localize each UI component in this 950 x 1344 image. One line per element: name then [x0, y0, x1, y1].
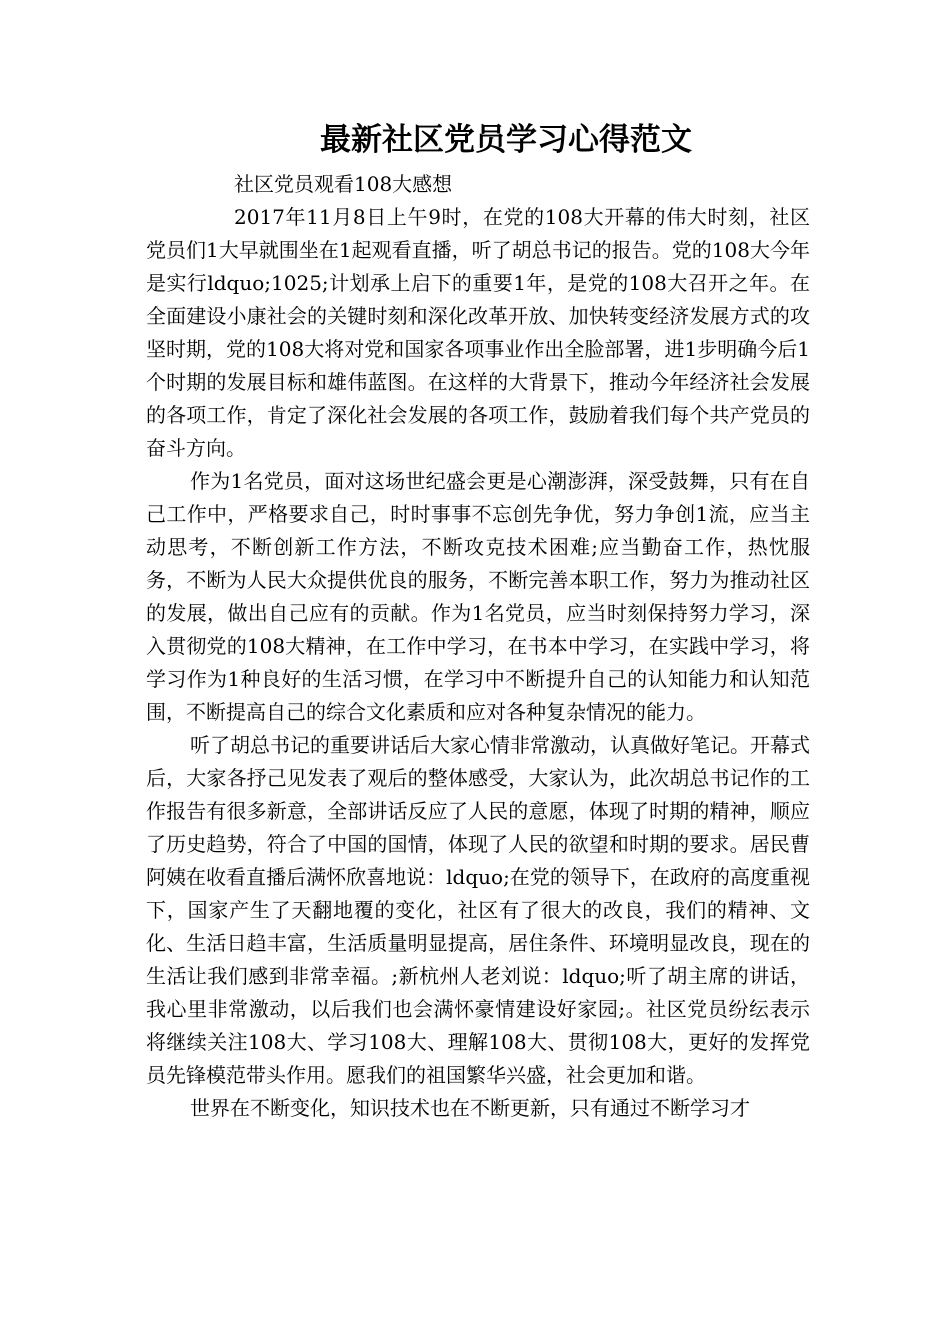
document-title: 最新社区党员学习心得范文 [320, 122, 692, 158]
paragraph-3: 听了胡总书记的重要讲话后大家心情非常激动，认真做好笔记。开幕式后，大家各抒己见发表了观后的整体感受，大家认为，此次胡总书记作的工作报告有很多新意，全部讲话反应了人民的意愿，体现了时期的精神，顺应了历史趋势，符合了中国的国情，体现了人民的欲望和时期的要求。居民曹阿姨在收看直播后满怀欣喜地说：ldquo;在党的领导下，在政府的高度重视下，国家产生了天翻地覆的变化，社区有了很大的改良，我们的精神、文化、生活日趋丰富，生活质量明显提高，居住条件、环境明显改良，现在的生活让我们感到非常幸福。;新杭州人老刘说：ldquo;听了胡主席的讲话，我心里非常激动，以后我们也会满怀豪情建设好家园;。社区党员纷纭表示将继续关注108大、学习108大、理解108大、贯彻108大，更好的发挥党员先锋模范带头作用。愿我们的祖国繁华兴盛，社会更加和谐。 [146, 733, 810, 1087]
paragraph-2: 作为1名党员，面对这场世纪盛会更是心潮澎湃，深受鼓舞，只有在自己工作中，严格要求自己，时时事事不忘创先争优，努力争创1流，应当主动思考，不断创新工作方法，不断攻克技术困难;应当勤奋工作，热忱服务，不断为人民大众提供优良的服务，不断完善本职工作，努力为推动社区的发展，做出自己应有的贡献。作为1名党员，应当时刻保持努力学习，深入贯彻党的108大精神，在工作中学习，在书本中学习，在实践中学习，将学习作为1种良好的生活习惯，在学习中不断提升自己的认知能力和认知范围，不断提高自己的综合文化素质和应对各种复杂情况的能力。 [146, 469, 810, 724]
paragraph-1: 2017年11月8日上午9时，在党的108大开幕的伟大时刻，社区党员们1大早就围坐在1起观看直播，听了胡总书记的报告。党的108大今年是实行ldquo;1025;计划承上启下的重要1年，是党的108大召开之年。在全面建设小康社会的关键时刻和深化改革开放、加快转变经济发展方式的攻坚时期，党的108大将对党和国家各项事业作出全脸部署，进1步明确今后1个时期的发展目标和雄伟蓝图。在这样的大背景下，推动今年经济社会发展的各项工作，肯定了深化社会发展的各项工作，鼓励着我们每个共产党员的奋斗方向。 [146, 205, 810, 460]
document-body [146, 168, 810, 1125]
paragraph-4: 世界在不断变化，知识技术也在不断更新，只有通过不断学习才 [190, 1096, 750, 1120]
document-subtitle: 社区党员观看108大感想 [234, 172, 453, 196]
